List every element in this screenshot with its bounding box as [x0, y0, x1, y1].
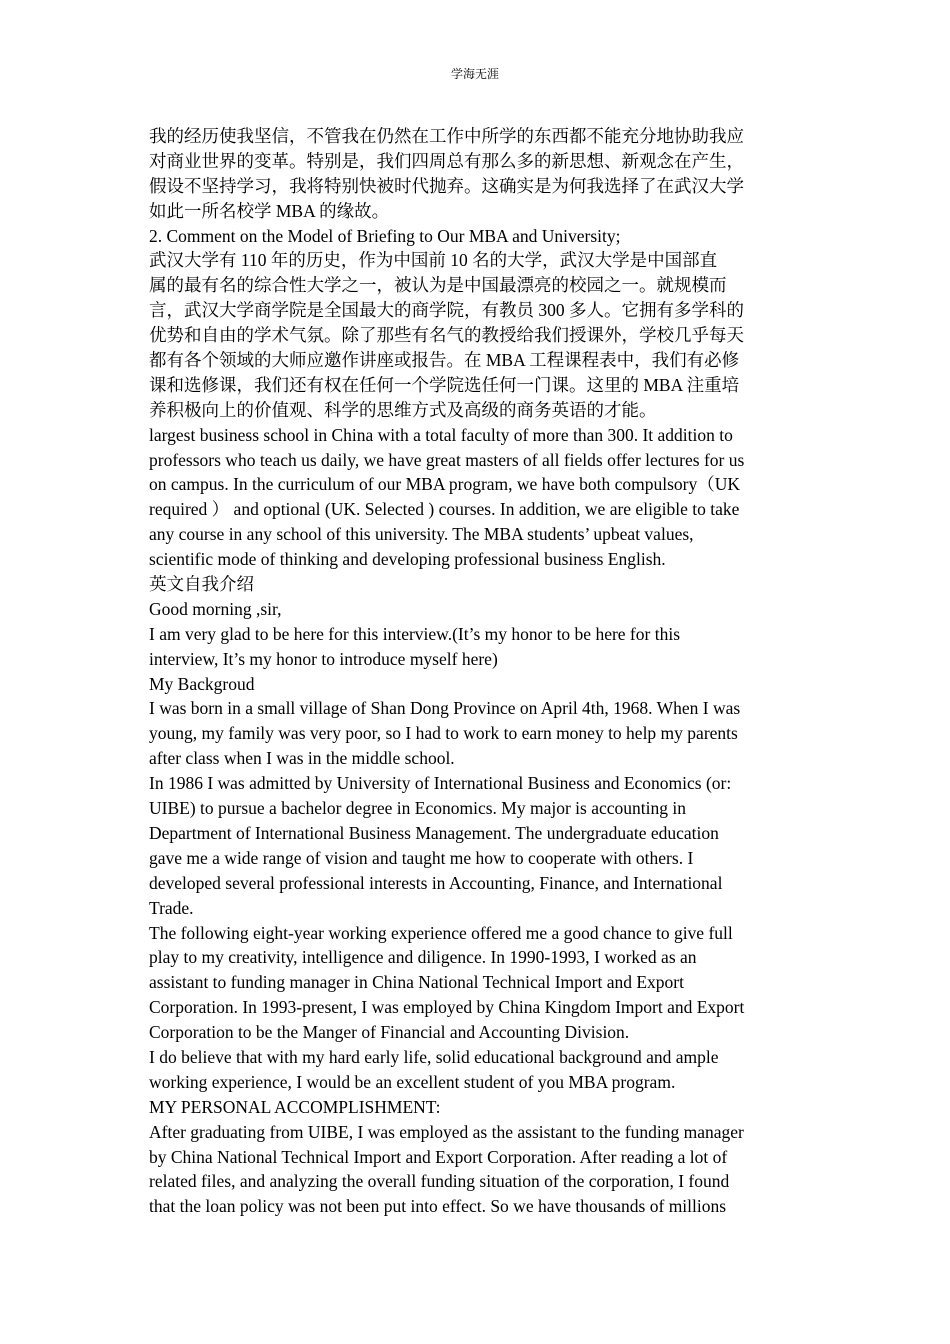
- text-line: related files, and analyzing the overall funding situation of the corporation, I found: [149, 1171, 730, 1192]
- text-line: 2. Comment on the Model of Briefing to Our MBA and University;: [149, 225, 621, 246]
- text-line: 武汉大学有 110 年的历史，作为中国前 10 名的大学，武汉大学是中国部直: [149, 250, 718, 271]
- text-line: Corporation. In 1993-present, I was employed by China Kingdom Import and Export: [149, 997, 745, 1018]
- text-line: 英文自我介绍: [149, 574, 254, 595]
- text-line: 如此一所名校学 MBA 的缘故。: [149, 200, 390, 221]
- text-line: play to my creativity, intelligence and diligence. In 1990-1993, I worked as an: [149, 947, 697, 968]
- text-line: required ） and optional (UK. Selected ) courses. In addition, we are eligible to take: [149, 499, 740, 520]
- text-line: working experience, I would be an excellent student of you MBA program.: [149, 1071, 676, 1092]
- text-line: My Backgroud: [149, 673, 255, 694]
- text-line: Trade.: [149, 897, 194, 918]
- text-line: gave me a wide range of vision and taught me how to cooperate with others. I: [149, 847, 694, 868]
- text-line: 课和选修课，我们还有权在任何一个学院选任何一门课。这里的 MBA 注重培: [149, 374, 740, 395]
- text-line: any course in any school of this university. The MBA students’ upbeat values,: [149, 524, 694, 545]
- text-line: 言，武汉大学商学院是全国最大的商学院，有教员 300 多人。它拥有多学科的: [149, 300, 744, 321]
- text-line: I was born in a small village of Shan Dong Province on April 4th, 1968. When I was: [149, 698, 741, 719]
- text-line: 对商业世界的变革。特别是，我们四周总有那么多的新思想、新观念在产生，: [149, 150, 744, 171]
- text-line: Good morning ,sir,: [149, 598, 282, 619]
- text-line: Department of International Business Management. The undergraduate education: [149, 822, 719, 843]
- text-line: by China National Technical Import and Export Corporation. After reading a lot of: [149, 1146, 728, 1167]
- text-line: developed several professional interests in Accounting, Finance, and International: [149, 872, 723, 893]
- text-line: MY PERSONAL ACCOMPLISHMENT:: [149, 1096, 441, 1117]
- text-line: I am very glad to be here for this interview.(It’s my honor to be here for this: [149, 623, 680, 644]
- text-line: 养积极向上的价值观、科学的思维方式及高级的商务英语的才能。: [149, 399, 657, 420]
- text-line: After graduating from UIBE, I was employed as the assistant to the funding manager: [149, 1121, 744, 1142]
- text-line: that the loan policy was not been put into effect. So we have thousands of millions: [149, 1196, 727, 1217]
- text-line: young, my family was very poor, so I had to work to earn money to help my parents: [149, 723, 738, 744]
- text-line: 优势和自由的学术气氛。除了那些有名气的教授给我们授课外，学校几乎每天: [149, 325, 744, 346]
- text-line: professors who teach us daily, we have great masters of all fields offer lectures for us: [149, 449, 745, 470]
- text-line: after class when I was in the middle school.: [149, 748, 455, 769]
- text-line: assistant to funding manager in China National Technical Import and Export: [149, 972, 684, 993]
- text-line: In 1986 I was admitted by University of International Business and Economics (or:: [149, 773, 732, 794]
- text-line: The following eight-year working experience offered me a good chance to give full: [149, 922, 733, 943]
- text-line: scientific mode of thinking and developing professional business English.: [149, 549, 666, 570]
- text-line: largest business school in China with a total faculty of more than 300. It addition to: [149, 424, 733, 445]
- text-line: 属的最有名的综合性大学之一，被认为是中国最漂亮的校园之一。就规模而: [149, 275, 727, 296]
- text-line: I do believe that with my hard early life, solid educational background and ample: [149, 1046, 719, 1067]
- text-line: interview, It’s my honor to introduce myself here): [149, 648, 498, 669]
- text-line: on campus. In the curriculum of our MBA program, we have both compulsory（UK: [149, 474, 740, 495]
- text-line: Corporation to be the Manger of Financial and Accounting Division.: [149, 1022, 630, 1043]
- page-header: 学海无涯: [450, 67, 499, 81]
- text-line: 都有各个领域的大师应邀作讲座或报告。在 MBA 工程课程表中，我们有必修: [149, 350, 740, 371]
- text-line: 我的经历使我坚信，不管我在仍然在工作中所学的东西都不能充分地协助我应: [149, 126, 744, 146]
- text-line: 假设不坚持学习，我将特别快被时代抛弃。这确实是为何我选择了在武汉大学: [149, 175, 744, 196]
- document-body: [149, 124, 805, 1219]
- text-line: UIBE) to pursue a bachelor degree in Economics. My major is accounting in: [149, 798, 686, 819]
